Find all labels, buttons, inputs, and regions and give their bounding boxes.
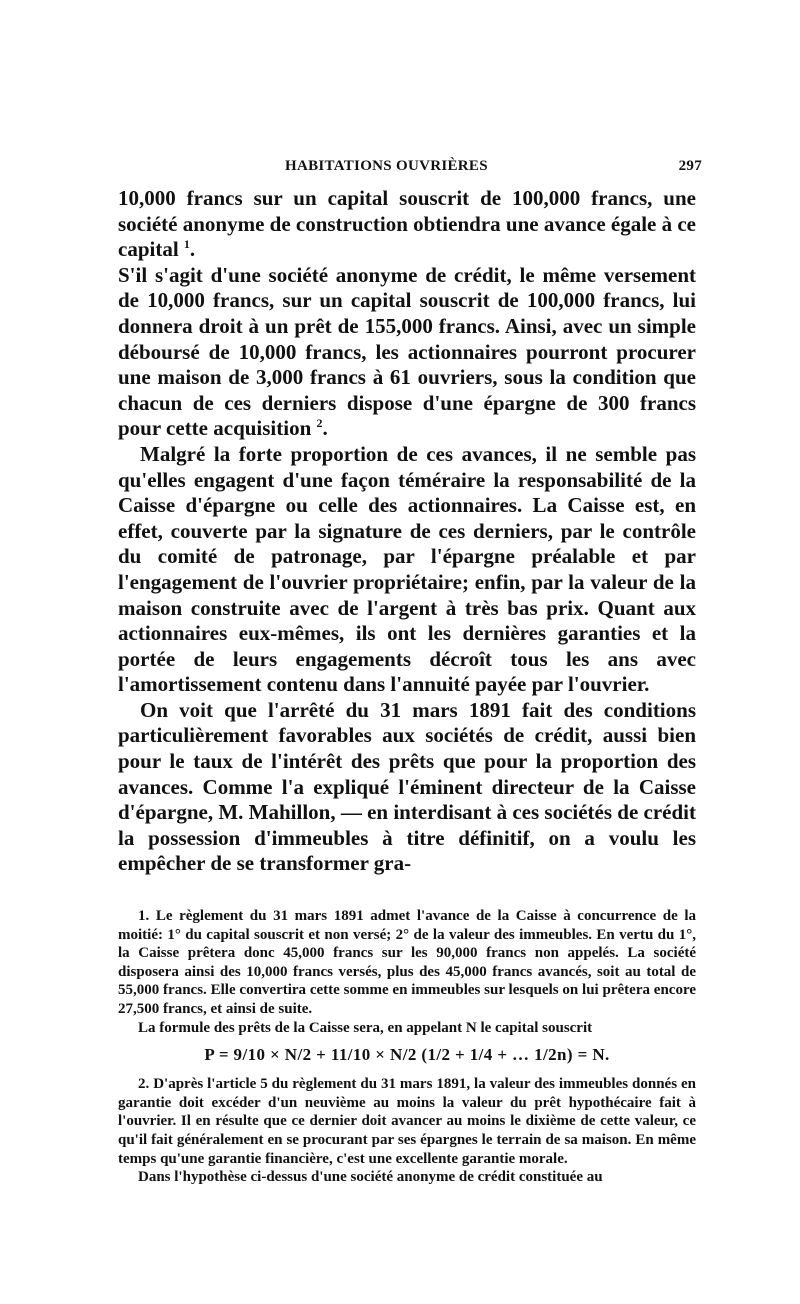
body-paragraph: S'il s'agit d'une société anonyme de crédit, le même versement de 10,000 francs, sur un capital souscrit de 100,000 francs, lui donnera droit à un prêt de 155,000 francs. Ainsi, avec un simple déboursé de 10,000 francs, les actionnaires pourront procurer une maison de 3,000 francs à 61 ouvriers, sous la condition que chacun de ces derniers dispose d'une épargne de 300 francs pour cette acquisition $^2$. (118, 262, 696, 441)
footnotes (118, 907, 696, 1187)
footnote-1: 1. Le règlement du 31 mars 1891 admet l'avance de la Caisse à concurrence de la moitié: 1° du capital souscrit et non versé; 2° de la valeur des immeubles. En vertu du 1°, la Caisse prêtera donc 45,000 francs sur les 90,000 francs non appelés. La société disposera ainsi des 10,000 francs versés, plus des 45,000 francs avancés, soit au total de 55,000 francs. Elle convertira cette somme en immeubles sur lesquels on lui prêtera encore 27,500 francs, et ainsi de suite. (118, 908, 696, 1017)
body-paragraph: 10,000 francs sur un capital souscrit de 100,000 francs, une société anonyme de construction obtiendra une avance égale à ce capital $^1$. (118, 186, 697, 262)
body-paragraph: Malgré la forte proportion de ces avances, il ne semble pas qu'elles engagent d'une façon téméraire la responsabilité de la Caisse d'épargne ou celle des actionnaires. La Caisse est, en effet, couverte par la signature de ces derniers, par le contrôle du comité de patronage, par l'épargne préalable et par l'engagement de l'ouvrier propriétaire; enfin, par la valeur de la maison construite avec de l'argent à très bas prix. Quant aux actionnaires eux-mêmes, ils ont les dernières garanties et la portée de leurs engagements décroît tous les ans avec l'amortissement contenu dans l'annuité payée par l'ouvrier. (118, 441, 696, 697)
body-paragraph: On voit que l'arrêté du 31 mars 1891 fait des conditions particulièrement favorables aux sociétés de crédit, aussi bien pour le taux de l'intérêt des prêts que pour la proportion des avances. Comme l'a expliqué l'éminent directeur de la Caisse d'épargne, M. Mahillon, — en interdisant à ces sociétés de crédit la possession d'immeubles à titre définitif, on a voulu les empêcher de se transformer gra- (118, 697, 697, 876)
page-header (118, 158, 702, 180)
footnote-2-continuation: Dans l'hypothèse ci-dessus d'une société anonyme de crédit constituée au (138, 1169, 603, 1186)
running-title: HABITATIONS OUVRIÈRES (285, 158, 488, 174)
book-page (118, 158, 702, 1187)
footnote-1-formula-intro: La formule des prêts de la Caisse sera, en appelant N le capital souscrit (138, 1019, 593, 1036)
footnote-2: 2. D'après l'article 5 du règlement du 31 mars 1891, la valeur des immeubles donnés en garantie doit excéder d'un neuvième au moins la valeur du prêt hypothécaire fait à l'ouvrier. Il en résulte que ce dernier doit avancer au moins le dixième de cette valeur, ce qu'il fait généralement en se procurant par ses épargnes le terrain de sa maison. En même temps qu'une garantie financière, c'est une excellente garantie morale. (118, 1076, 696, 1167)
loan-formula: P = 9/10 × N/2 + 11/10 × N/2 (1/2 + 1/4 + … 1/2n) = N. (204, 1045, 610, 1065)
body-text (118, 186, 696, 877)
page-number: 297 (678, 158, 702, 174)
footnote-ref: 1 (183, 237, 190, 252)
footnote-ref: 2 (316, 416, 323, 431)
